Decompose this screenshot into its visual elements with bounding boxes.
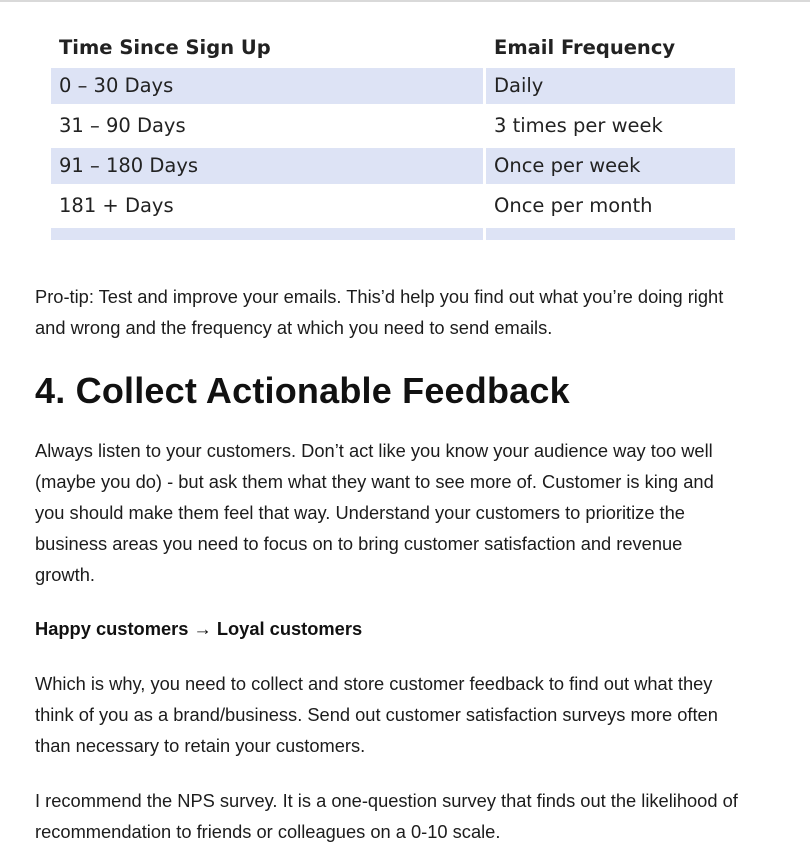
table-cell: 181 + Days <box>59 194 174 217</box>
table-cell: Once per month <box>494 194 653 217</box>
email-frequency-table <box>51 28 735 240</box>
pro-tip-paragraph: Pro-tip: Test and improve your emails. This’d help you find out what you’re doing right and wrong and the frequency at which you need to send emails. <box>35 286 724 338</box>
table-row <box>51 148 735 188</box>
table-row <box>51 108 735 148</box>
table-row <box>51 68 735 108</box>
table-footer-cell <box>486 228 735 240</box>
table-row <box>51 188 735 228</box>
table-header-email-frequency: Email Frequency <box>494 36 676 59</box>
table-cell: Once per week <box>486 148 735 184</box>
nps-recommendation-paragraph: I recommend the NPS survey. It is a one-question survey that finds out the likelihood of recommendation to friends or colleagues on a 0-10 scale. <box>35 790 738 842</box>
table-cell: Daily <box>486 68 735 104</box>
happy-loyal-customers-line: Happy customers → Loyal customers <box>35 618 363 639</box>
feedback-intro-paragraph: Always listen to your customers. Don’t act like you know your audience way too well (maybe you do) - but ask them what they want to see more of. Customer is king and you should make them feel that way. Understand your customers to prioritize the business areas you need to focus on to bring customer satisfaction and revenue growth. <box>35 440 714 585</box>
table-cell: 3 times per week <box>494 114 663 137</box>
table-header-time-since-signup: Time Since Sign Up <box>59 36 271 59</box>
section-heading: 4. Collect Actionable Feedback <box>35 370 570 411</box>
table-footer-stripe <box>51 228 735 240</box>
top-divider <box>0 0 810 2</box>
table-cell: 31 – 90 Days <box>59 114 186 137</box>
collect-feedback-paragraph: Which is why, you need to collect and store customer feedback to find out what they think of you as a brand/business. Send out customer satisfaction surveys more often than necessary to retain your customers. <box>35 673 718 756</box>
table-footer-cell <box>51 228 483 240</box>
table-header-row <box>51 28 735 68</box>
table-cell: 0 – 30 Days <box>51 68 483 104</box>
table-cell: 91 – 180 Days <box>51 148 483 184</box>
